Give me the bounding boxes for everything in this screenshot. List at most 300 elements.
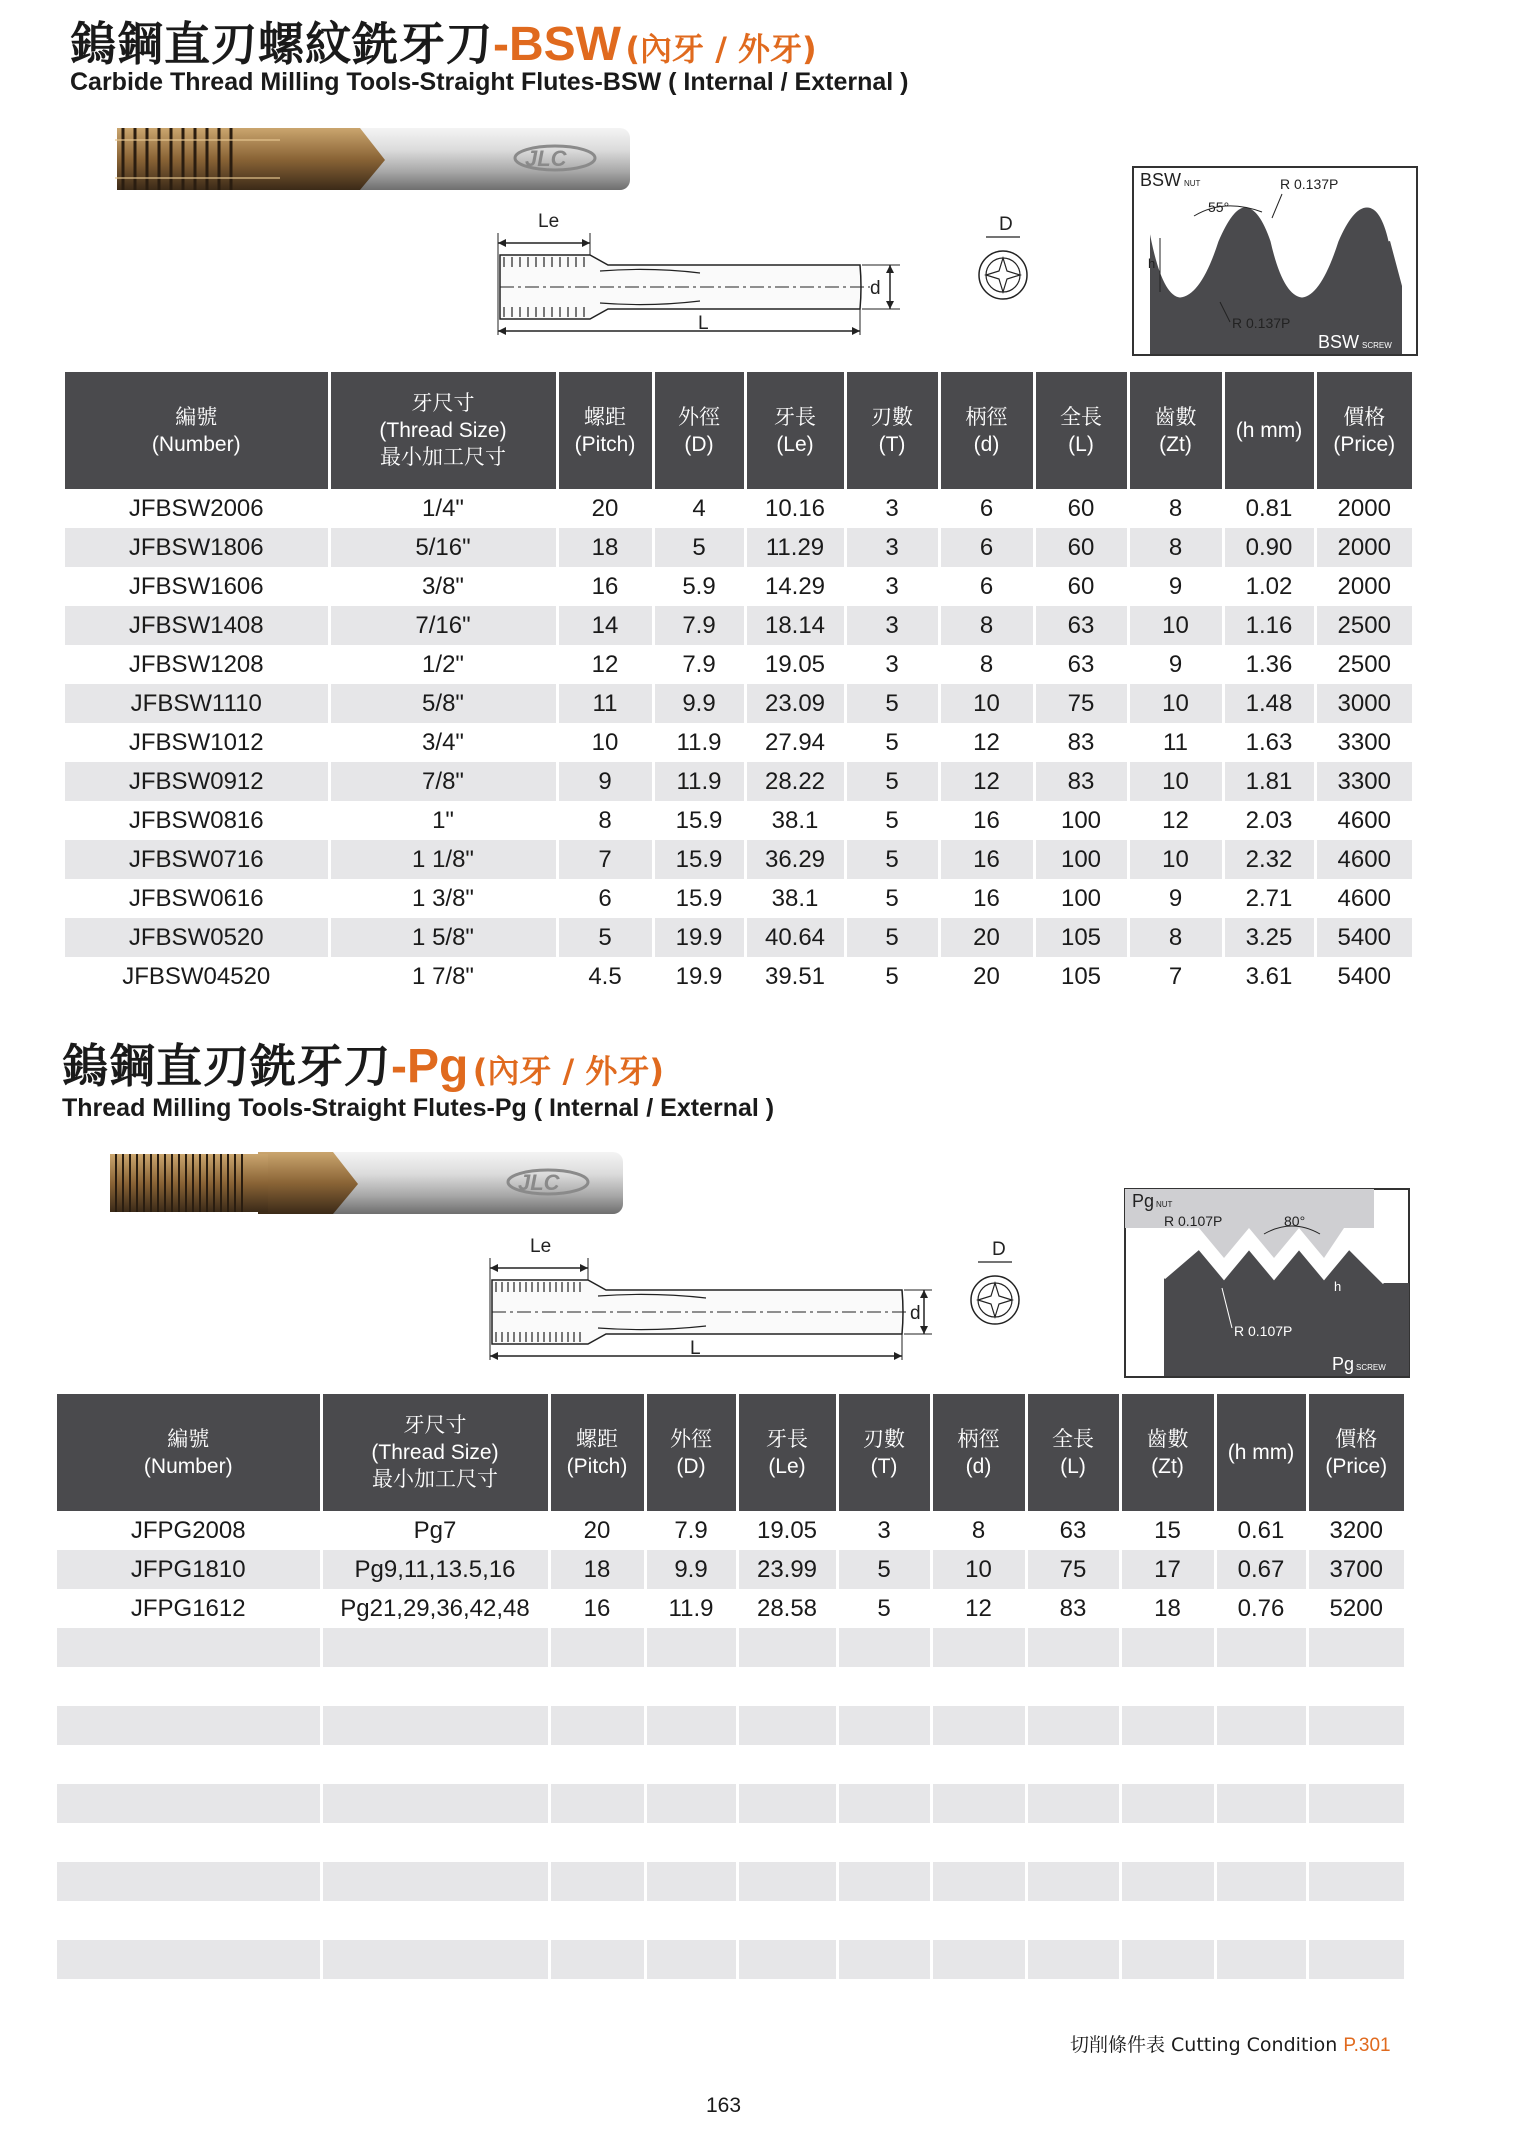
pg-cell	[57, 1901, 321, 1940]
pg-cell: 23.99	[737, 1550, 837, 1589]
pg-cell: 7.9	[645, 1511, 737, 1550]
pg-cell	[321, 1667, 549, 1706]
bsw-cell: 2.71	[1223, 879, 1315, 918]
bsw-cell: 7/16"	[329, 606, 557, 645]
pg-cell	[931, 1628, 1026, 1667]
bsw-header-text: 編號	[175, 405, 218, 429]
pg-profile-nut-sub: NUT	[1156, 1200, 1173, 1209]
table-row	[57, 1706, 1404, 1745]
pg-cell	[57, 1706, 321, 1745]
bsw-cell: 38.1	[745, 879, 845, 918]
pg-profile-radius-top: R 0.107P	[1164, 1213, 1223, 1229]
bsw-cell: 2.03	[1223, 801, 1315, 840]
bsw-dim-d-shank: d	[870, 278, 881, 299]
pg-header-1	[321, 1394, 549, 1511]
pg-cell	[837, 1823, 931, 1862]
pg-cell	[737, 1823, 837, 1862]
bsw-cell: 75	[1034, 684, 1128, 723]
table-row	[65, 840, 1412, 879]
pg-cell: 0.76	[1215, 1589, 1307, 1628]
bsw-cell: 1 1/8"	[329, 840, 557, 879]
bsw-cell: 5	[845, 723, 939, 762]
pg-cell	[1307, 1628, 1404, 1667]
bsw-table-body	[65, 489, 1412, 996]
pg-cell: Pg21,29,36,42,48	[321, 1589, 549, 1628]
pg-cell	[1120, 1901, 1215, 1940]
pg-cell: 28.58	[737, 1589, 837, 1628]
pg-cell: 3200	[1329, 1516, 1383, 1544]
pg-header-text: 牙尺寸	[403, 1414, 467, 1437]
pg-header-3	[645, 1394, 737, 1511]
table-row	[65, 762, 1412, 801]
pg-cell	[1307, 1706, 1404, 1745]
bsw-header-2	[557, 372, 653, 489]
pg-title	[62, 1030, 664, 1096]
bsw-profile-angle: 55°	[1208, 199, 1230, 215]
pg-cell	[1026, 1628, 1120, 1667]
bsw-cell: 36.29	[745, 840, 845, 879]
pg-cell	[321, 1823, 549, 1862]
pg-header-4	[737, 1394, 837, 1511]
bsw-profile-nut-sub: NUT	[1184, 179, 1201, 188]
bsw-cell: 10	[939, 684, 1034, 723]
bsw-cell: 8	[1128, 489, 1223, 528]
bsw-cell: 12	[939, 723, 1034, 762]
bsw-header-4	[745, 372, 845, 489]
bsw-cell: 1 7/8"	[329, 957, 557, 996]
bsw-cell: 16	[939, 840, 1034, 879]
pg-cell	[645, 1940, 737, 1979]
pg-cell	[645, 1784, 737, 1823]
pg-header-0	[57, 1394, 321, 1511]
pg-header-text: 全長	[1052, 1427, 1094, 1451]
pg-cell	[1120, 1823, 1215, 1862]
table-row	[57, 1862, 1404, 1901]
bsw-cell: 1 3/8"	[329, 879, 557, 918]
pg-header-text: (L)	[1060, 1454, 1086, 1478]
bsw-cell: JFBSW1110	[65, 684, 329, 723]
bsw-cell: 3	[845, 645, 939, 684]
pg-cell	[737, 1862, 837, 1901]
bsw-cell: 9	[1128, 645, 1223, 684]
pg-cell	[1215, 1784, 1307, 1823]
table-row	[57, 1589, 1404, 1628]
pg-cell	[1307, 1784, 1404, 1823]
bsw-cell: 6	[939, 567, 1034, 606]
bsw-cell: 11.29	[745, 528, 845, 567]
bsw-header-text: (d)	[973, 432, 1000, 456]
bsw-cell: 3	[845, 567, 939, 606]
pg-cell	[737, 1901, 837, 1940]
pg-cell	[1026, 1706, 1120, 1745]
bsw-header-text: (Zt)	[1159, 432, 1192, 456]
pg-cell	[837, 1628, 931, 1667]
bsw-cell: 60	[1034, 528, 1128, 567]
pg-cell: 0.61	[1215, 1511, 1307, 1550]
bsw-cell: 14.29	[745, 567, 845, 606]
bsw-cell: 7/8"	[329, 762, 557, 801]
bsw-cell: JFBSW0520	[65, 918, 329, 957]
pg-cell: 20	[549, 1511, 645, 1550]
bsw-cell: JFBSW1806	[65, 528, 329, 567]
pg-header-text: (Number)	[143, 1454, 233, 1478]
bsw-cell: 0.90	[1223, 528, 1315, 567]
pg-cell	[57, 1940, 321, 1979]
pg-cell	[549, 1862, 645, 1901]
table-row	[57, 1901, 1404, 1940]
pg-title-code: -Pg	[391, 1040, 469, 1093]
bsw-header-text: (Pitch)	[574, 432, 636, 456]
bsw-cell: JFBSW1012	[65, 723, 329, 762]
bsw-dim-le: Le	[538, 211, 560, 232]
bsw-tool-logo: JLC	[525, 146, 567, 171]
pg-cell: 15	[1120, 1511, 1215, 1550]
bsw-cell: 6	[939, 489, 1034, 528]
pg-cell	[1215, 1667, 1307, 1706]
bsw-cell: 8	[557, 801, 653, 840]
bsw-cell: 12	[939, 762, 1034, 801]
bsw-cell: 2500	[1315, 606, 1412, 645]
pg-spec-table	[57, 1394, 1404, 1979]
pg-header-text: (Price)	[1325, 1454, 1388, 1478]
pg-cell	[645, 1862, 737, 1901]
pg-cell	[1120, 1862, 1215, 1901]
pg-cell	[737, 1628, 837, 1667]
bsw-cell: 20	[939, 918, 1034, 957]
bsw-cell: 100	[1034, 801, 1128, 840]
pg-cell	[1215, 1862, 1307, 1901]
pg-cell	[321, 1862, 549, 1901]
bsw-cell: 28.22	[745, 762, 845, 801]
bsw-profile-radius-top: R 0.137P	[1280, 176, 1339, 192]
bsw-cell: 6	[939, 528, 1034, 567]
pg-cell: 18	[549, 1550, 645, 1589]
pg-header-6	[931, 1394, 1026, 1511]
pg-cell: Pg7	[321, 1511, 549, 1550]
pg-cell	[549, 1667, 645, 1706]
table-row	[65, 957, 1412, 996]
pg-cell	[837, 1784, 931, 1823]
bsw-cell: 1.63	[1223, 723, 1315, 762]
bsw-cell: 23.09	[745, 684, 845, 723]
pg-cell: Pg9,11,13.5,16	[321, 1550, 549, 1589]
bsw-header-text: 最小加工尺寸	[380, 446, 506, 469]
pg-tool-logo: JLC	[518, 1170, 560, 1195]
bsw-spec-table	[65, 372, 1412, 996]
bsw-cell: 12	[557, 645, 653, 684]
pg-header-text: 柄徑	[957, 1427, 1000, 1451]
bsw-cell: 10	[557, 723, 653, 762]
cutting-condition-page: P.301	[1343, 2035, 1391, 2056]
pg-cell	[1307, 1940, 1404, 1979]
pg-cell	[737, 1667, 837, 1706]
bsw-cell: 3	[845, 528, 939, 567]
bsw-cell: 8	[1128, 918, 1223, 957]
pg-cell	[321, 1901, 549, 1940]
pg-cell	[549, 1628, 645, 1667]
table-row	[65, 645, 1412, 684]
pg-cell: 5200	[1329, 1594, 1383, 1622]
pg-cell	[931, 1901, 1026, 1940]
pg-cell: 8	[931, 1511, 1026, 1550]
bsw-cell: JFBSW0912	[65, 762, 329, 801]
bsw-header-text: (Thread Size)	[379, 419, 507, 442]
pg-header-8	[1120, 1394, 1215, 1511]
bsw-cell: 11.9	[653, 723, 745, 762]
bsw-header-row	[65, 372, 1412, 489]
pg-cell	[1215, 1745, 1307, 1784]
pg-cell	[1307, 1901, 1404, 1940]
pg-cell	[321, 1628, 549, 1667]
pg-cell: 5	[837, 1550, 931, 1589]
pg-cell	[645, 1901, 737, 1940]
table-row	[57, 1940, 1404, 1979]
bsw-cell: 10	[1128, 684, 1223, 723]
bsw-header-text: 全長	[1060, 405, 1102, 429]
table-row	[57, 1628, 1404, 1667]
bsw-cell: 9	[1128, 879, 1223, 918]
pg-cell: 63	[1026, 1511, 1120, 1550]
table-row	[57, 1745, 1404, 1784]
bsw-cell: 3	[845, 606, 939, 645]
bsw-cell: 39.51	[745, 957, 845, 996]
pg-dim-d-shank: d	[910, 1303, 921, 1324]
pg-header-text: 刃數	[863, 1427, 905, 1451]
bsw-header-text: 牙尺寸	[411, 392, 475, 415]
pg-cell	[1026, 1823, 1120, 1862]
bsw-cell: 11	[557, 684, 653, 723]
bsw-cell: 83	[1034, 723, 1128, 762]
pg-cell	[645, 1667, 737, 1706]
bsw-cell: 2000	[1315, 528, 1412, 567]
page-number: 163	[706, 2094, 742, 2117]
bsw-title	[70, 8, 817, 74]
bsw-cell: 15.9	[653, 879, 745, 918]
bsw-cell: 3300	[1315, 762, 1412, 801]
bsw-cell: 4600	[1337, 806, 1391, 834]
bsw-cell: 5	[845, 801, 939, 840]
bsw-title-sub: (內牙 / 外牙)	[625, 30, 817, 68]
bsw-cell: 11	[1128, 723, 1223, 762]
bsw-cell: 6	[557, 879, 653, 918]
bsw-cell: 8	[1128, 528, 1223, 567]
pg-header-7	[1026, 1394, 1120, 1511]
pg-cell	[549, 1745, 645, 1784]
pg-header-5	[837, 1394, 931, 1511]
pg-cell	[1026, 1901, 1120, 1940]
bsw-cell: 7	[1128, 957, 1223, 996]
pg-dim-length: L	[690, 1338, 701, 1359]
pg-cell: 5	[837, 1589, 931, 1628]
pg-cell	[837, 1862, 931, 1901]
bsw-cell: 19.9	[653, 918, 745, 957]
pg-cell	[837, 1745, 931, 1784]
pg-profile-screw: Pg	[1332, 1354, 1355, 1374]
bsw-cell: 100	[1034, 879, 1128, 918]
pg-cell: 19.05	[737, 1511, 837, 1550]
bsw-cell: 3000	[1315, 684, 1412, 723]
table-row	[65, 528, 1412, 567]
pg-cell	[57, 1784, 321, 1823]
table-row	[57, 1550, 1404, 1589]
bsw-cell: 60	[1034, 567, 1128, 606]
pg-title-sub: (內牙 / 外牙)	[472, 1052, 665, 1090]
bsw-cell: JFBSW0716	[65, 840, 329, 879]
bsw-title-cn: 鎢鋼直刃螺紋銑牙刀	[70, 17, 493, 71]
bsw-cell: 16	[939, 879, 1034, 918]
bsw-cell: 1.48	[1223, 684, 1315, 723]
pg-dim-le: Le	[530, 1236, 552, 1257]
bsw-cell: 9	[557, 762, 653, 801]
pg-cell	[837, 1940, 931, 1979]
bsw-header-text: 螺距	[584, 405, 626, 429]
bsw-cell: 2.32	[1223, 840, 1315, 879]
pg-cell	[645, 1706, 737, 1745]
bsw-cell: JFBSW0616	[65, 879, 329, 918]
pg-header-text: (h mm)	[1227, 1441, 1295, 1464]
pg-cell: 83	[1026, 1589, 1120, 1628]
table-row	[65, 606, 1412, 645]
bsw-cell: 1.81	[1223, 762, 1315, 801]
bsw-cell: 3.61	[1223, 957, 1315, 996]
bsw-profile-nut: BSW	[1140, 170, 1182, 190]
pg-cell	[1120, 1706, 1215, 1745]
pg-cell	[549, 1784, 645, 1823]
pg-cell	[1215, 1628, 1307, 1667]
bsw-cell: 105	[1034, 957, 1128, 996]
pg-header-text: (Pitch)	[566, 1454, 628, 1478]
bsw-cell: 63	[1034, 645, 1128, 684]
bsw-cell: 1"	[329, 801, 557, 840]
bsw-cell: 5.9	[653, 567, 745, 606]
bsw-cell: 16	[939, 801, 1034, 840]
pg-cell	[549, 1823, 645, 1862]
table-row	[65, 684, 1412, 723]
bsw-cell: 5	[845, 918, 939, 957]
pg-cell	[1026, 1667, 1120, 1706]
pg-cell	[645, 1745, 737, 1784]
bsw-cell: 38.1	[745, 801, 845, 840]
bsw-cell: 0.81	[1223, 489, 1315, 528]
table-row	[65, 918, 1412, 957]
pg-cell	[931, 1823, 1026, 1862]
pg-header-text: (d)	[965, 1454, 992, 1478]
bsw-tool-image	[115, 120, 635, 196]
pg-cell: 16	[549, 1589, 645, 1628]
bsw-header-text: (D)	[684, 432, 714, 456]
bsw-header-text: 齒數	[1154, 405, 1197, 429]
pg-cell	[1026, 1784, 1120, 1823]
bsw-cell: 1.16	[1223, 606, 1315, 645]
pg-header-text: (Thread Size)	[371, 1441, 499, 1464]
bsw-header-text: 外徑	[678, 405, 720, 429]
bsw-cell: 5	[845, 879, 939, 918]
pg-cell	[57, 1667, 321, 1706]
bsw-title-code: -BSW	[493, 18, 621, 71]
bsw-header-3	[653, 372, 745, 489]
bsw-cell: 4600	[1337, 884, 1391, 912]
pg-header-text: (T)	[870, 1454, 898, 1478]
bsw-cell: 5	[845, 684, 939, 723]
bsw-cell: 10	[1128, 762, 1223, 801]
pg-cell	[1215, 1706, 1307, 1745]
bsw-cell: 5/16"	[329, 528, 557, 567]
bsw-cell: 1/2"	[329, 645, 557, 684]
bsw-cell: JFBSW1208	[65, 645, 329, 684]
pg-cell	[1215, 1823, 1307, 1862]
pg-cell	[837, 1901, 931, 1940]
pg-cell	[931, 1745, 1026, 1784]
pg-cell	[837, 1667, 931, 1706]
bsw-header-text: (Le)	[776, 432, 814, 456]
pg-cell	[737, 1706, 837, 1745]
bsw-cell: JFBSW0816	[65, 801, 329, 840]
bsw-cell: 1.02	[1223, 567, 1315, 606]
bsw-profile-h: h	[1148, 256, 1156, 271]
bsw-cell: 9.9	[653, 684, 745, 723]
bsw-profile-radius-bottom: R 0.137P	[1232, 315, 1291, 331]
bsw-header-text: (T)	[878, 432, 906, 456]
pg-cell	[549, 1901, 645, 1940]
bsw-thread-profile	[1132, 166, 1418, 356]
pg-header-text: 齒數	[1146, 1427, 1189, 1451]
bsw-header-1	[329, 372, 557, 489]
bsw-header-text: (Number)	[151, 432, 241, 456]
bsw-profile-screw-sub: SCREW	[1362, 341, 1392, 350]
pg-cell	[57, 1862, 321, 1901]
pg-cell	[931, 1784, 1026, 1823]
bsw-cell: 60	[1034, 489, 1128, 528]
bsw-header-text: (L)	[1068, 432, 1094, 456]
bsw-cell: 5/8"	[329, 684, 557, 723]
pg-cell	[1120, 1667, 1215, 1706]
pg-cell: 17	[1120, 1550, 1215, 1589]
bsw-cell: 105	[1034, 918, 1128, 957]
bsw-cell: 10.16	[745, 489, 845, 528]
pg-header-9	[1215, 1394, 1307, 1511]
pg-header-text: 牙長	[766, 1427, 808, 1451]
bsw-title-en: Carbide Thread Milling Tools-Straight Flutes-BSW ( Internal / External )	[70, 68, 909, 96]
pg-header-text: 價格	[1335, 1427, 1378, 1451]
bsw-cell: 2500	[1337, 650, 1391, 678]
bsw-cell: 1.36	[1223, 645, 1315, 684]
pg-tool-image	[108, 1144, 628, 1220]
bsw-header-5	[845, 372, 939, 489]
bsw-cell: 3/4"	[329, 723, 557, 762]
bsw-cell: 5	[845, 840, 939, 879]
pg-cell: 18	[1120, 1589, 1215, 1628]
pg-cell: 75	[1026, 1550, 1120, 1589]
pg-cell: JFPG1810	[57, 1550, 321, 1589]
pg-cell: 3700	[1307, 1550, 1404, 1589]
pg-cell: 12	[931, 1589, 1026, 1628]
pg-cell	[1120, 1628, 1215, 1667]
pg-cell: JFPG1612	[57, 1589, 321, 1628]
pg-cell	[1120, 1940, 1215, 1979]
pg-cell	[1307, 1745, 1404, 1784]
bsw-cell: 20	[557, 489, 653, 528]
bsw-cell: 7.9	[653, 645, 745, 684]
bsw-cell: 5	[845, 957, 939, 996]
bsw-cell: 4600	[1315, 840, 1412, 879]
bsw-cell: 5400	[1337, 962, 1391, 990]
bsw-cell: 10	[1128, 606, 1223, 645]
bsw-dim-d-outer: D	[999, 214, 1013, 235]
bsw-profile-screw: BSW	[1318, 332, 1360, 352]
pg-cell	[321, 1706, 549, 1745]
bsw-cell: 4.5	[557, 957, 653, 996]
bsw-cell: 2000	[1337, 572, 1391, 600]
